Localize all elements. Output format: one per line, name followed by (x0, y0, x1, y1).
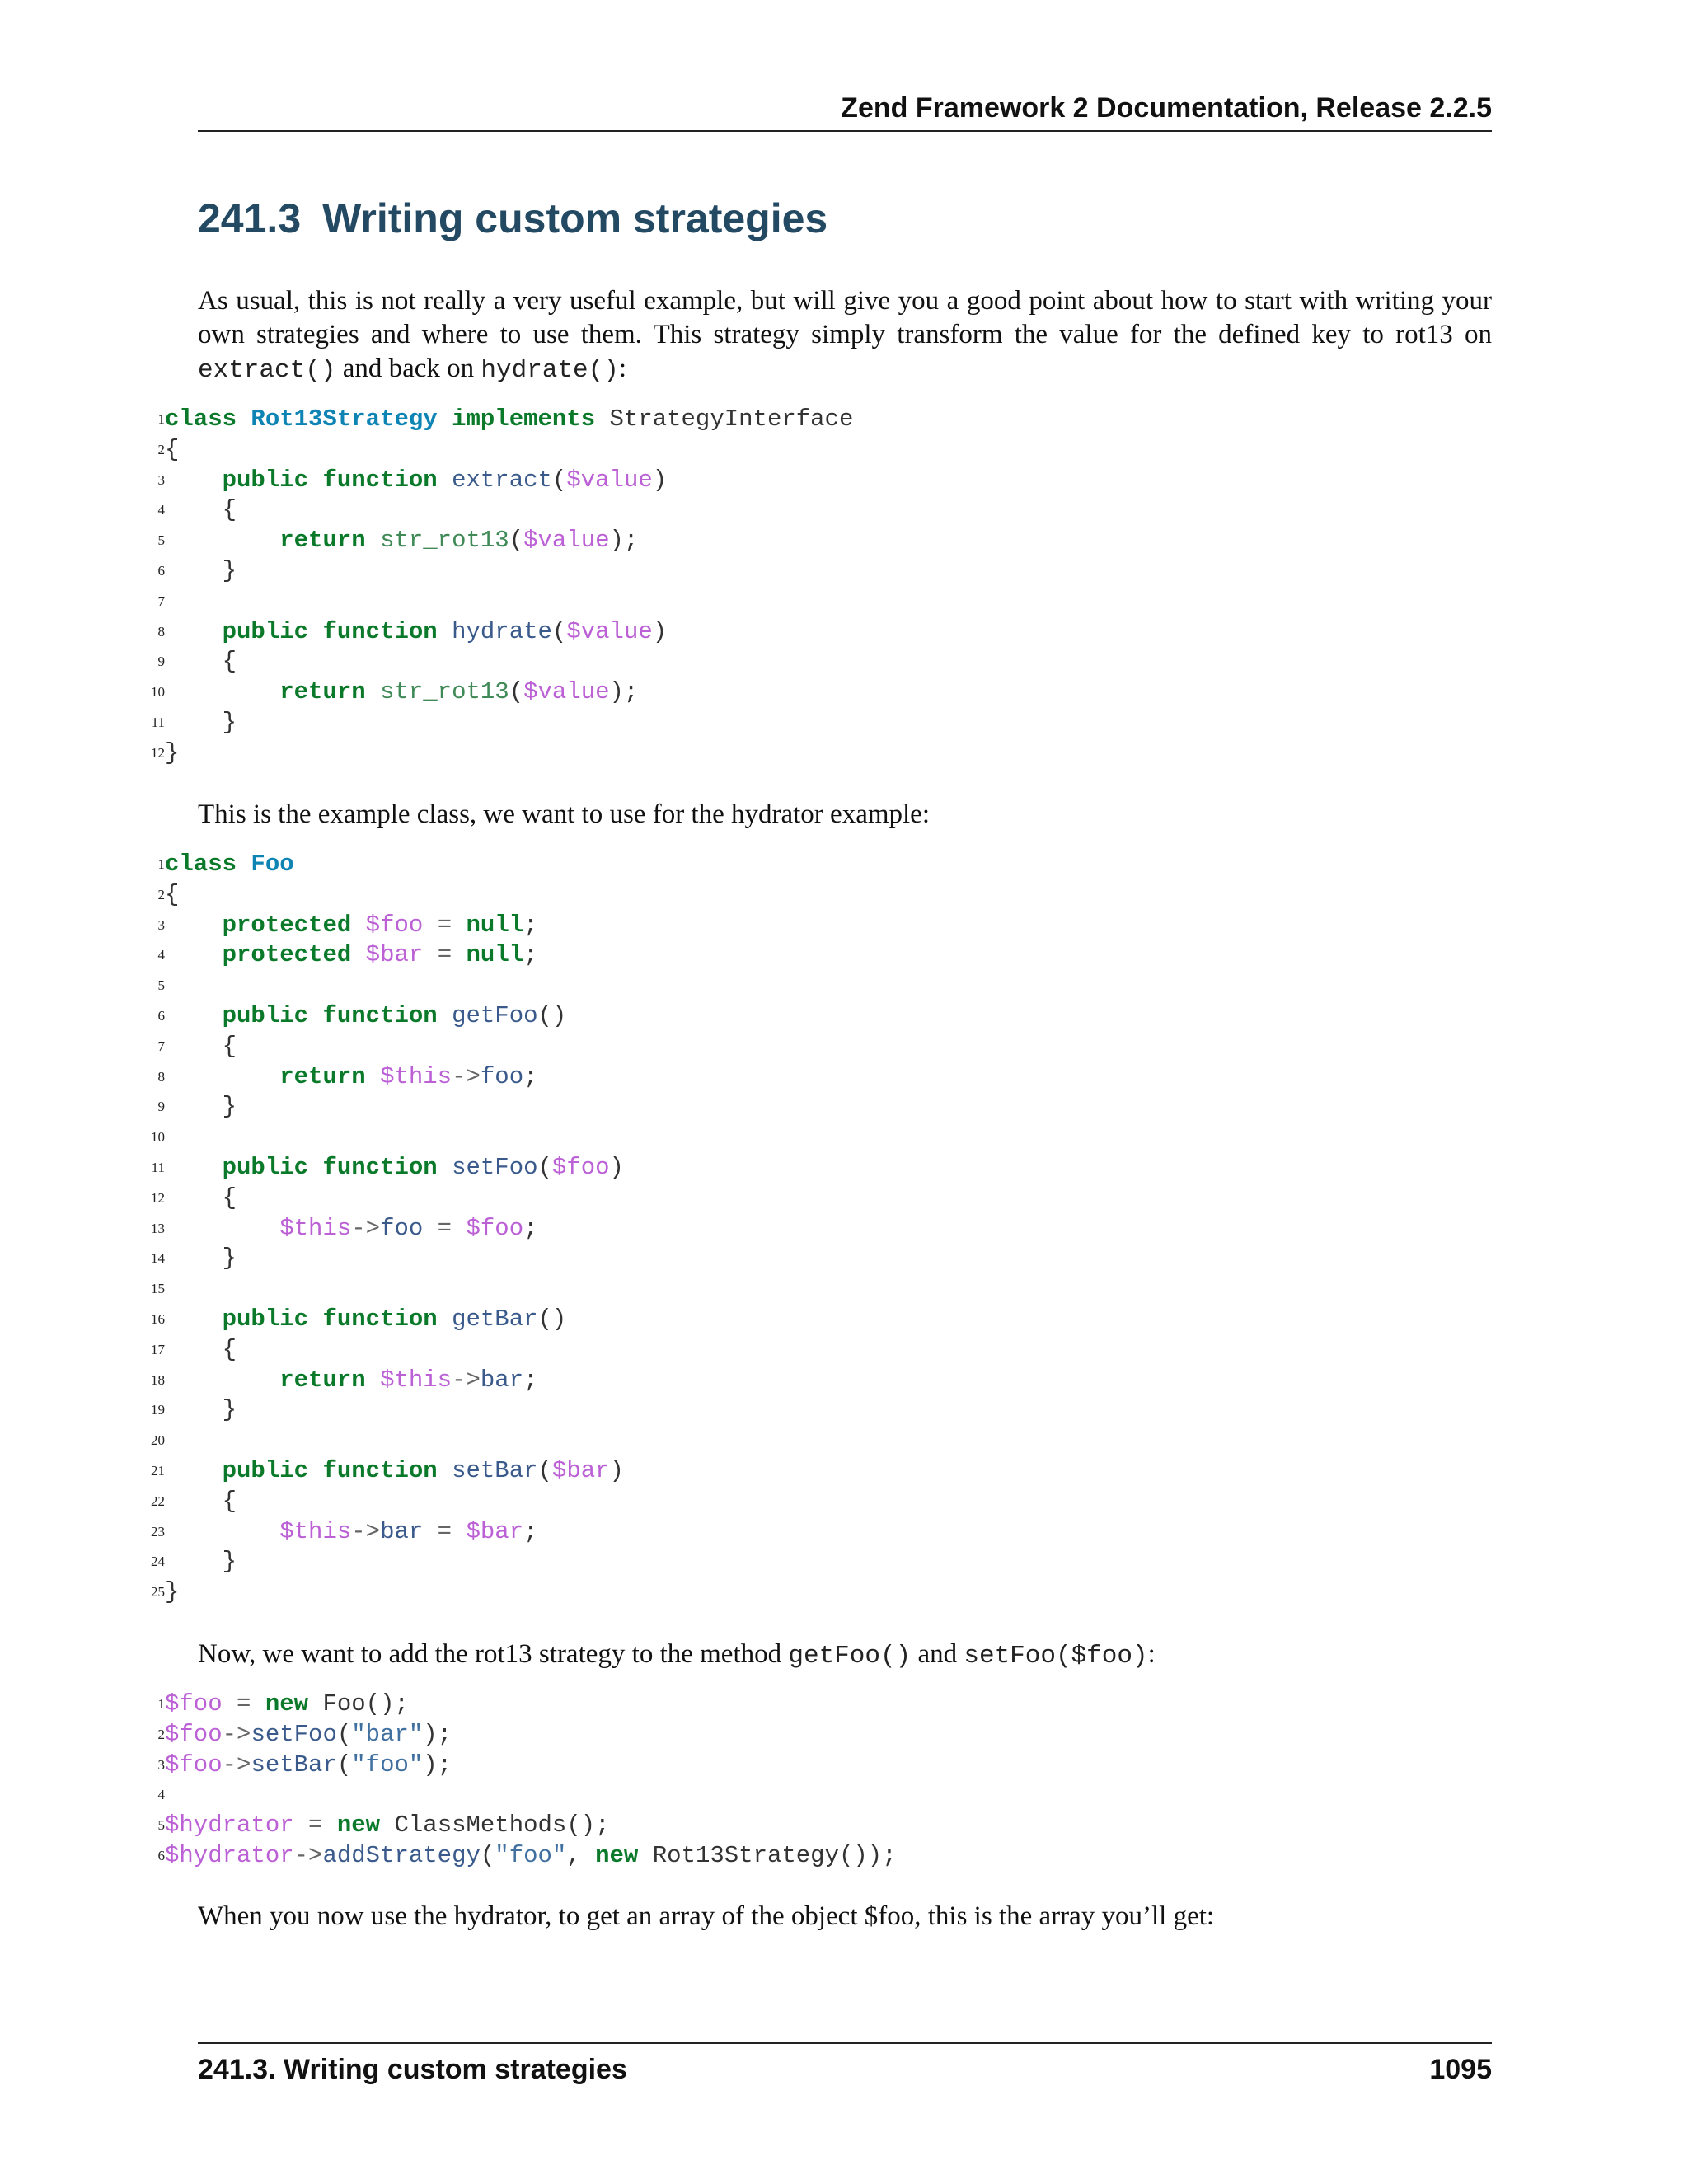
code-text: public function getFoo() (222, 1001, 567, 1029)
line-number: 24 (151, 1554, 165, 1570)
code-line (148, 971, 1492, 1001)
line-number: 2 (157, 886, 165, 902)
section-title (198, 194, 828, 242)
code-text: } (165, 708, 237, 736)
para3-code-getfoo: getFoo() (788, 1642, 912, 1671)
code-line (148, 1274, 1492, 1305)
code-line (148, 850, 1492, 880)
section-title-text: Writing custom strategies (322, 195, 828, 241)
code-text: class Foo (165, 851, 294, 878)
code-line (148, 526, 1492, 556)
code-block-rot13-strategy (148, 405, 1492, 769)
line-number: 1 (157, 411, 165, 427)
code-line (148, 1214, 1492, 1244)
code-line (148, 647, 1492, 677)
code-line (148, 1456, 1492, 1487)
para3-text-1: Now, we want to add the rot13 strategy to the method (198, 1639, 789, 1669)
code-line (148, 1335, 1492, 1366)
para3-code-setfoo: setFoo($foo) (964, 1642, 1148, 1671)
code-line (148, 1153, 1492, 1183)
code-text: $hydrator->addStrategy("foo", new Rot13Strategy()); (165, 1841, 897, 1869)
line-number: 3 (157, 471, 165, 488)
intro-code-hydrate: hydrate() (481, 356, 619, 385)
intro-text-2: and back on (335, 354, 481, 383)
code-line (148, 1122, 1492, 1153)
code-line (148, 1577, 1492, 1608)
code-line (148, 466, 1492, 496)
running-header: Zend Framework 2 Documentation, Release 2.2.5 (841, 92, 1492, 124)
code-line (148, 1366, 1492, 1396)
line-number: 1 (157, 1696, 165, 1712)
line-number: 11 (151, 1159, 165, 1175)
code-line (148, 1001, 1492, 1032)
section-number: 241.3 (198, 195, 302, 241)
footer-rule (198, 2042, 1492, 2044)
code-line (148, 738, 1492, 769)
code-text: public function setBar($bar) (222, 1456, 624, 1484)
paragraph-add-strategy (198, 1638, 1492, 1673)
footer-section-title: 241.3. Writing custom strategies (198, 2054, 627, 2085)
paragraph-hydrator-array: When you now use the hydrator, to get an array of the object $foo, this is the array you’ll get: (198, 1901, 1215, 1931)
line-number: 16 (151, 1310, 165, 1327)
line-number: 7 (157, 1038, 165, 1054)
line-number: 10 (151, 1129, 165, 1146)
code-text: { (165, 435, 180, 463)
code-line (148, 617, 1492, 648)
code-line (148, 405, 1492, 435)
code-text: } (165, 1548, 237, 1576)
code-text: } (165, 1396, 237, 1424)
code-line (148, 1517, 1492, 1548)
line-number: 5 (157, 532, 165, 549)
line-number: 9 (157, 1099, 165, 1115)
code-line (148, 911, 1492, 941)
code-text: } (165, 556, 237, 584)
code-text: } (165, 1578, 180, 1606)
code-text: $foo->setBar("foo"); (165, 1750, 452, 1779)
code-text: public function setFoo($foo) (222, 1153, 624, 1181)
code-text: public function extract($value) (222, 466, 668, 494)
code-line (148, 1690, 1492, 1720)
para3-text-3: : (1147, 1639, 1156, 1669)
code-line (148, 708, 1492, 738)
line-number: 2 (157, 1726, 165, 1742)
code-text: $this->foo = $foo; (279, 1214, 538, 1242)
line-number: 8 (157, 623, 165, 640)
code-text: { (165, 1183, 237, 1212)
code-line (148, 1811, 1492, 1841)
code-text: return $this->foo; (279, 1062, 538, 1090)
line-number: 13 (151, 1220, 165, 1236)
line-number: 6 (157, 1007, 165, 1024)
code-line (148, 880, 1492, 911)
line-number: 11 (151, 714, 165, 730)
code-line (148, 1244, 1492, 1274)
code-line (148, 1426, 1492, 1456)
line-number: 19 (151, 1402, 165, 1418)
code-text: class Rot13Strategy implements StrategyInterface (165, 405, 854, 433)
code-text: } (165, 1093, 237, 1121)
code-line (148, 1841, 1492, 1872)
code-line (148, 1487, 1492, 1517)
code-text: $foo->setFoo("bar"); (165, 1720, 452, 1748)
code-text: $this->bar = $bar; (279, 1517, 538, 1545)
code-line (148, 1395, 1492, 1426)
code-line (148, 1750, 1492, 1781)
line-number: 7 (157, 593, 165, 609)
line-number: 4 (157, 947, 165, 963)
line-number: 5 (157, 977, 165, 994)
para3-text-2: and (911, 1639, 964, 1669)
line-number: 25 (151, 1584, 165, 1601)
code-line (148, 1305, 1492, 1335)
code-line (148, 1720, 1492, 1750)
code-text: { (165, 1487, 237, 1515)
line-number: 15 (151, 1281, 165, 1297)
code-block-hydrator-usage (148, 1690, 1492, 1872)
code-line (148, 1032, 1492, 1062)
line-number: 10 (151, 684, 165, 701)
code-text: { (165, 1335, 237, 1363)
intro-text-3: : (618, 354, 626, 383)
intro-text-1: As usual, this is not really a very useful example, but will give you a good point about how to start with writing your own strategies and where to use them. This strategy simply transform the value for the defined key to rot13 on (198, 286, 1492, 349)
line-number: 21 (151, 1462, 165, 1479)
line-number: 22 (151, 1493, 165, 1509)
code-line (148, 495, 1492, 526)
line-number: 12 (151, 1189, 165, 1206)
code-line (148, 940, 1492, 971)
header-rule (198, 130, 1492, 132)
line-number: 4 (157, 1787, 165, 1803)
code-text: protected $foo = null; (222, 911, 538, 939)
line-number: 18 (151, 1371, 165, 1388)
line-number: 6 (157, 1847, 165, 1863)
code-line (148, 1092, 1492, 1122)
code-line (148, 435, 1492, 466)
code-text: { (165, 1032, 237, 1060)
code-text: { (165, 496, 237, 524)
intro-paragraph (198, 284, 1492, 387)
line-number: 3 (157, 1756, 165, 1773)
code-text: return str_rot13($value); (279, 678, 639, 706)
line-number: 14 (151, 1250, 165, 1267)
line-number: 1 (157, 856, 165, 872)
line-number: 23 (151, 1523, 165, 1540)
code-line (148, 677, 1492, 708)
line-number: 3 (157, 916, 165, 933)
line-number: 4 (157, 502, 165, 518)
code-line (148, 556, 1492, 587)
footer-page-number: 1095 (1429, 2054, 1492, 2085)
line-number: 12 (151, 744, 165, 761)
code-text: { (165, 880, 180, 908)
line-number: 5 (157, 1817, 165, 1834)
intro-code-extract: extract() (198, 356, 336, 385)
code-line (148, 1547, 1492, 1577)
code-text: return $this->bar; (279, 1366, 538, 1394)
code-line (148, 1780, 1492, 1811)
code-text: } (165, 738, 180, 766)
code-text: } (165, 1244, 237, 1272)
line-number: 9 (157, 654, 165, 670)
code-text: protected $bar = null; (222, 941, 538, 969)
code-text: public function hydrate($value) (222, 617, 668, 645)
paragraph-example-class: This is the example class, we want to use for the hydrator example: (198, 799, 930, 829)
code-text: public function getBar() (222, 1305, 567, 1333)
code-line (148, 1183, 1492, 1214)
line-number: 17 (151, 1341, 165, 1357)
line-number: 20 (151, 1432, 165, 1449)
code-text: { (165, 648, 237, 676)
code-block-foo-class (148, 850, 1492, 1608)
line-number: 6 (157, 562, 165, 579)
code-text: $foo = new Foo(); (165, 1690, 409, 1718)
code-text: return str_rot13($value); (279, 527, 639, 555)
line-number: 8 (157, 1068, 165, 1085)
line-number: 2 (157, 441, 165, 457)
code-line (148, 587, 1492, 617)
code-line (148, 1062, 1492, 1093)
code-text: $hydrator = new ClassMethods(); (165, 1811, 610, 1840)
